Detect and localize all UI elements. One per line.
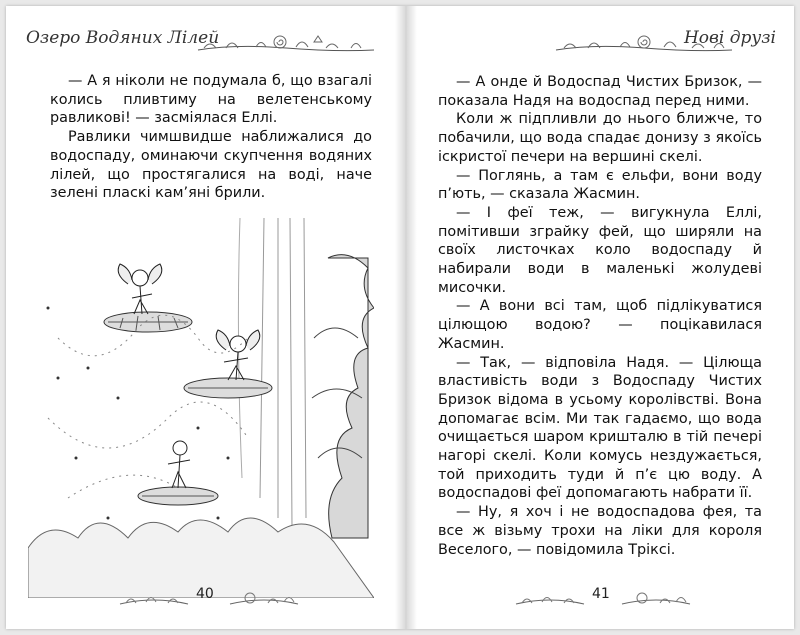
right-page — [414, 6, 794, 629]
right-running-header: Нові друзі — [683, 28, 776, 48]
left-page — [6, 6, 398, 629]
left-body-text — [50, 72, 372, 203]
paragraph: — А я ніколи не подумала б, що взагалі колись пливтиму на велетенському равликові! — засміялася Еллі. — [50, 73, 372, 127]
book-spread — [6, 6, 794, 629]
paragraph: — А вони всі там, щоб підлікуватися цілющою водою? — поцікавилася Жасмин. — [438, 298, 762, 352]
right-page-number: 41 — [592, 586, 610, 602]
paragraph: Коли ж підпливли до нього ближче, то побачили, що вода спадає донизу з якоїсь іскристої печери на вершині скелі. — [438, 111, 762, 165]
left-page-number: 40 — [196, 586, 214, 602]
left-running-header: Озеро Водяних Лілей — [26, 28, 220, 48]
paragraph: — І феї теж, — вигукнула Еллі, помітивши зграйку фей, що ширяли на своїх листочках коло водоспаду й набирали води в маленькі жолудеві мисочки. — [438, 204, 762, 296]
paragraph: — Поглянь, а там є ельфи, вони воду п’ють, — сказала Жасмин. — [438, 167, 762, 203]
footer-ornament-icon — [228, 586, 300, 610]
footer-ornament-icon — [514, 586, 586, 610]
right-body-text — [438, 73, 762, 559]
header-ornament-icon — [196, 30, 376, 54]
paragraph: — Так, — відповіла Надя. — Цілюща властивість води з Водоспаду Чистих Бризок відома в усьому королівстві. Вона допомагає всім. Ми так гадаємо, що вода очищається шаром кришталю в тій печері нагорі скелі. Коли комусь нездужається, той приходить туди й п’є цю воду. А водоспадові феї допомагають набрати її. — [438, 354, 762, 502]
paragraph: — Ну, я хоч і не водоспадова фея, та все ж візьму трохи на ліки для короля Веселого, — повідомила Тріксі. — [438, 504, 762, 558]
paragraph: — А онде й Водоспад Чистих Бризок, — показала Надя на водоспад перед ними. — [438, 74, 762, 109]
paragraph: Равлики чимшвидше наближалися до водоспаду, оминаючи скупчення водяних лілей, що простягалися на воді, наче зелені пласкі кам’яні брили. — [50, 129, 372, 202]
footer-ornament-icon — [620, 586, 692, 610]
footer-ornament-icon — [118, 586, 190, 610]
fairies-illustration — [28, 218, 374, 598]
